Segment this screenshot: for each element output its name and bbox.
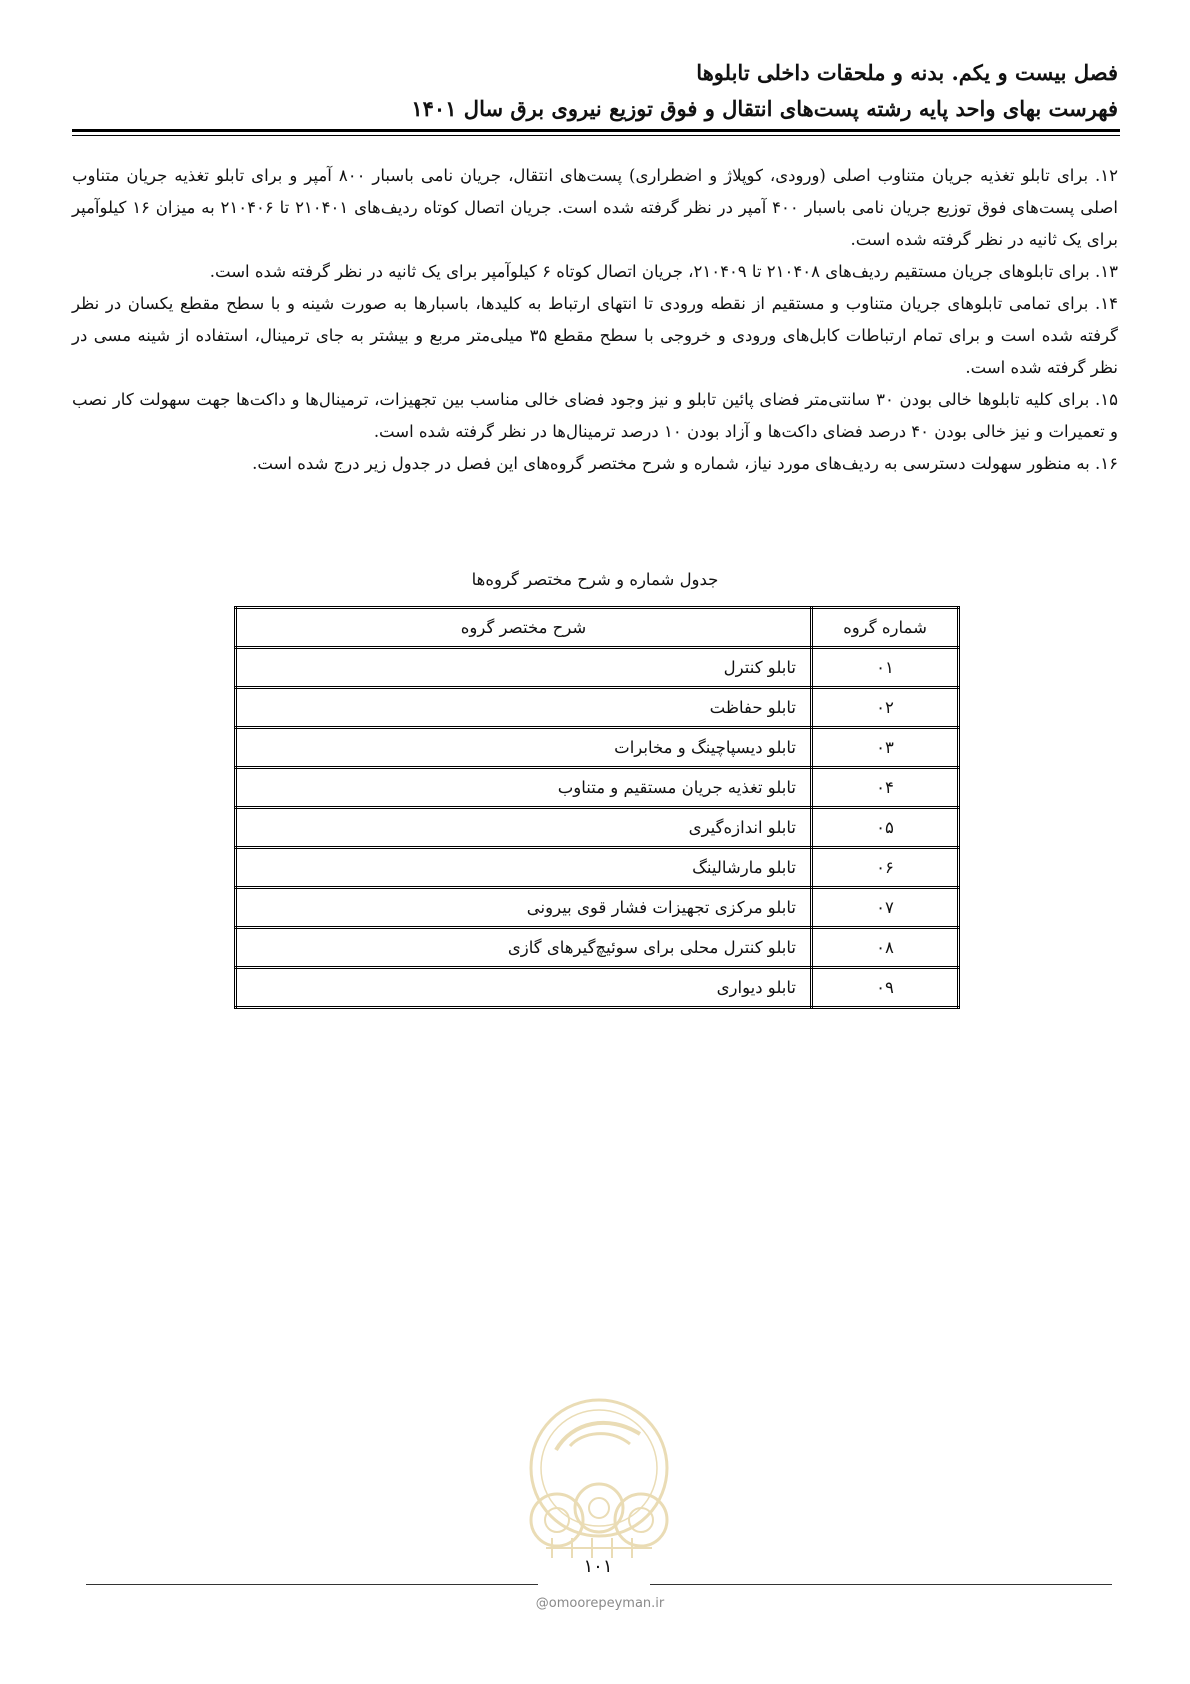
group-description-cell: تابلو دیسپاچینگ و مخابرات: [236, 728, 812, 768]
page-header: [68, 58, 1118, 126]
table-row: [236, 928, 959, 968]
seal-watermark-icon: [512, 1388, 686, 1568]
group-number-cell: ۰۶: [812, 848, 959, 888]
note-15: ۱۵. برای کلیه تابلوها خالی بودن ۳۰ سانتی‌متر فضای پائین تابلو و نیز وجود فضای خالی مناسب بین تجهیزات، ترمینال‌ها و داکت‌ها جهت سهولت کار نصب و تعمیرات و نیز خالی بودن ۴۰ درصد فضای داکت‌ها و آزاد بودن ۱۰ درصد ترمینال‌ها در نظر گرفته شده است.: [72, 390, 1118, 441]
header-group-description: شرح مختصر گروه: [236, 608, 812, 648]
table-caption: جدول شماره و شرح مختصر گروه‌ها: [471, 570, 719, 589]
header-rule-thick: [72, 129, 1120, 132]
group-description-cell: تابلو مارشالینگ: [236, 848, 812, 888]
table-row: [236, 888, 959, 928]
group-number-cell: ۰۳: [812, 728, 959, 768]
group-description-cell: تابلو کنترل محلی برای سوئیچ‌گیرهای گازی: [236, 928, 812, 968]
group-number-cell: ۰۷: [812, 888, 959, 928]
group-description-cell: تابلو دیواری: [236, 968, 812, 1008]
table-row: [236, 648, 959, 688]
group-number-cell: ۰۵: [812, 808, 959, 848]
note-14: ۱۴. برای تمامی تابلوهای جریان متناوب و مستقیم از نقطه ورودی تا انتهای ارتباط به کلیدها، باسبارها به صورت شینه و با سطح مقطع یکسان در نظر گرفته شده است و برای تمام ارتباطات کابل‌های ورودی و خروجی با سطح مقطع ۳۵ میلی‌متر مربع و بیشتر به جای ترمینال، استفاده از شینه مسی در نظر گرفته شده است.: [72, 294, 1118, 377]
note-16: ۱۶. به منظور سهولت دسترسی به ردیف‌های مورد نیاز، شماره و شرح مختصر گروه‌های این فصل در جدول زیر درج شده است.: [252, 454, 1118, 473]
table-row: [236, 848, 959, 888]
note-12: ۱۲. برای تابلو تغذیه جریان متناوب اصلی (ورودی، کوپلاژ و اضطراری) پست‌های انتقال، جریان نامی باسبار ۸۰۰ آمپر و برای تابلو تغذیه جریان متناوب اصلی پست‌های فوق توزیع جریان نامی باسبار ۴۰۰ آمپر در نظر گرفته شده است. جریان اتصال کوتاه ردیف‌های ۲۱۰۴۰۱ تا ۲۱۰۴۰۶ به میزان ۱۶ کیلوآمپر برای یک ثانیه در نظر گرفته شده است.: [72, 166, 1119, 249]
table-row: [236, 768, 959, 808]
header-group-number: شماره گروه: [812, 608, 959, 648]
table-row: [236, 688, 959, 728]
group-number-cell: ۰۹: [812, 968, 959, 1008]
footer-rule-left: [86, 1584, 538, 1585]
group-description-cell: تابلو اندازه‌گیری: [236, 808, 812, 848]
group-description-cell: تابلو کنترل: [236, 648, 812, 688]
header-rule-thin: [72, 135, 1120, 136]
group-table: [234, 606, 960, 1009]
chapter-title: فصل بیست و یکم. بدنه و ملحقات داخلی تابلوها: [696, 60, 1118, 85]
notes-section: [72, 160, 1118, 480]
note-13: ۱۳. برای تابلوهای جریان مستقیم ردیف‌های ۲۱۰۴۰۸ تا ۲۱۰۴۰۹، جریان اتصال کوتاه ۶ کیلوآمپر برای یک ثانیه در نظر گرفته شده است.: [209, 262, 1118, 281]
group-number-cell: ۰۲: [812, 688, 959, 728]
table-header-row: [236, 608, 959, 648]
footer-rule-right: [650, 1584, 1112, 1585]
footer-website: @omoorepeyman.ir: [535, 1596, 665, 1611]
group-description-cell: تابلو مرکزی تجهیزات فشار قوی بیرونی: [236, 888, 812, 928]
group-number-cell: ۰۴: [812, 768, 959, 808]
book-title: فهرست بهای واحد پایه رشته پست‌های انتقال و فوق توزیع نیروی برق سال ۱۴۰۱: [411, 96, 1118, 121]
group-number-cell: ۰۱: [812, 648, 959, 688]
table-row: [236, 968, 959, 1008]
group-description-cell: تابلو حفاظت: [236, 688, 812, 728]
group-description-cell: تابلو تغذیه جریان مستقیم و متناوب: [236, 768, 812, 808]
group-number-cell: ۰۸: [812, 928, 959, 968]
page-number: ۱۰۱: [583, 1556, 613, 1577]
table-row: [236, 728, 959, 768]
table-row: [236, 808, 959, 848]
